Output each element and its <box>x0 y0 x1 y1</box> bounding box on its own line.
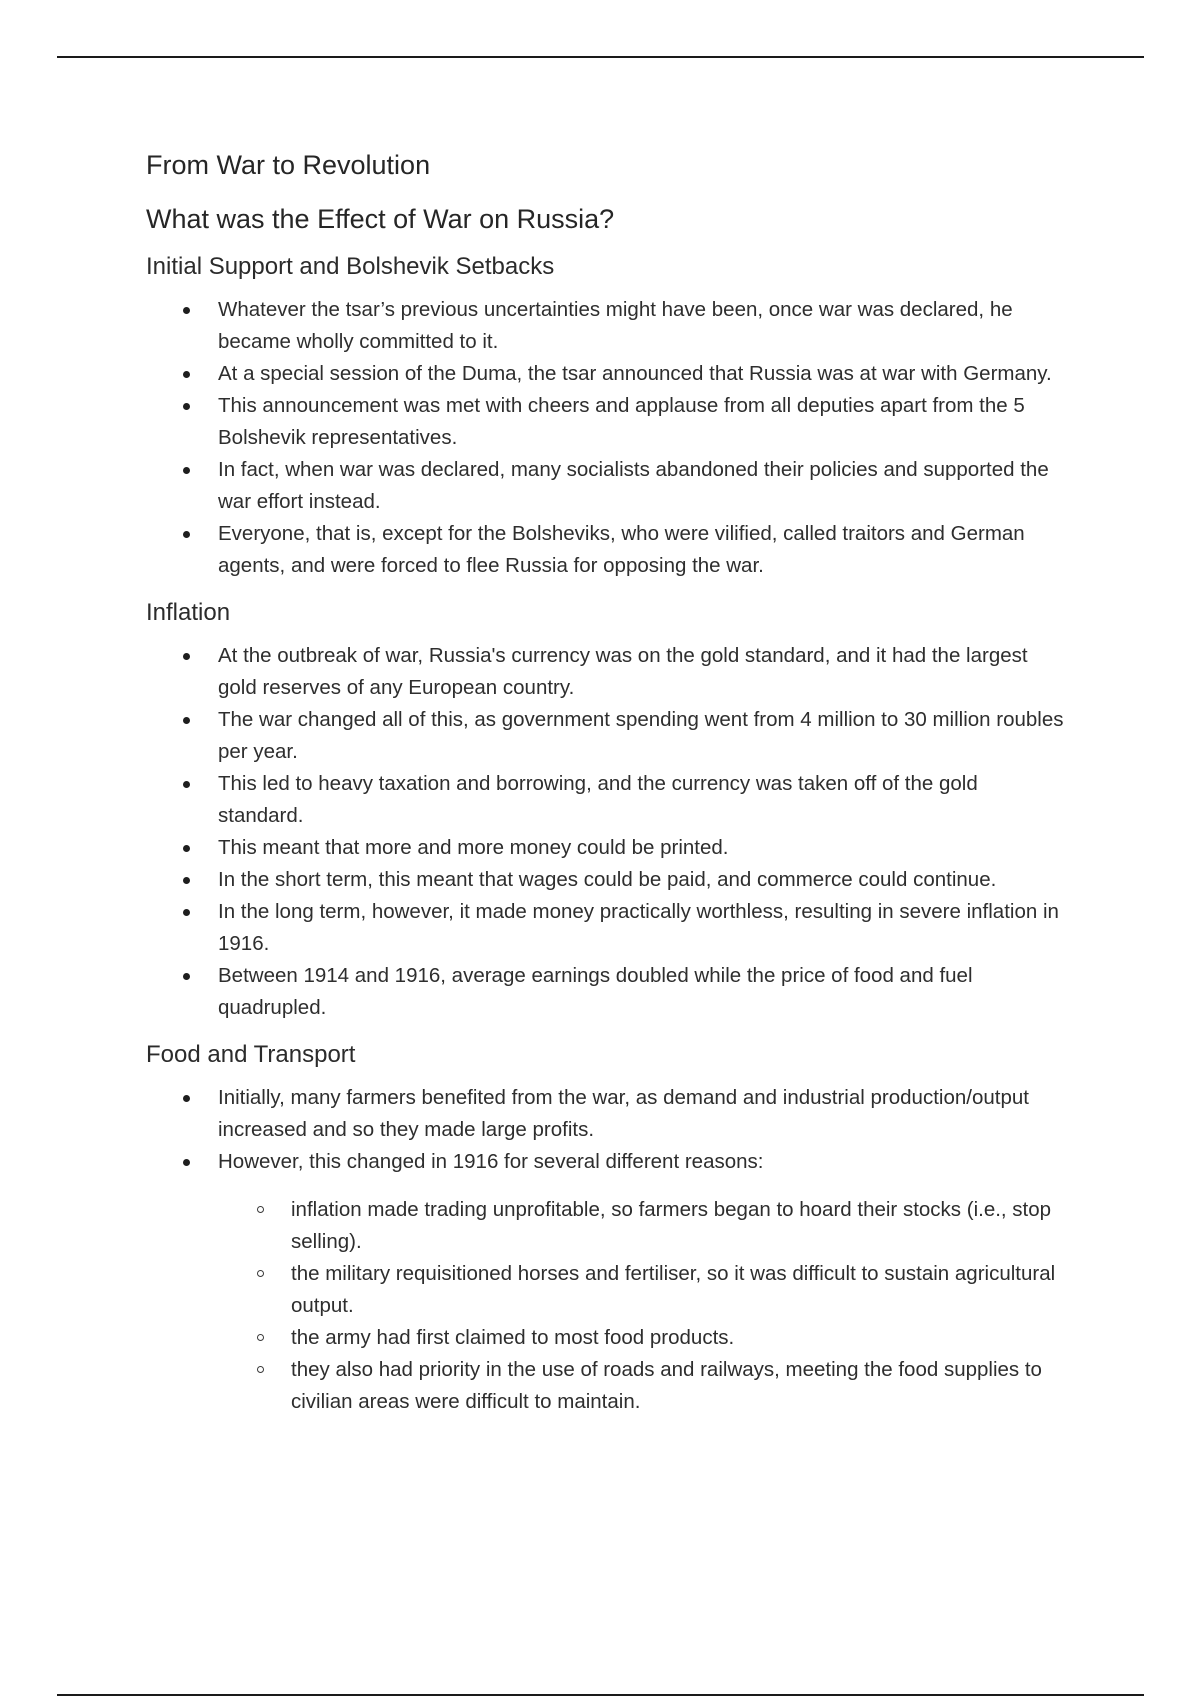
list-item-text: Everyone, that is, except for the Bolsheviks, who were vilified, called traitors and German agents, and were forced to flee Russia for opposing the war. <box>218 522 1025 577</box>
list-item-text: Whatever the tsar’s previous uncertainties might have been, once war was declared, he became wholly committed to it. <box>218 298 1013 353</box>
list-item <box>146 704 1066 768</box>
list-item <box>146 640 1066 704</box>
list-item-text: At a special session of the Duma, the tsar announced that Russia was at war with Germany. <box>218 362 1052 385</box>
bullet-icon <box>183 653 190 660</box>
circle-bullet-icon <box>257 1334 264 1341</box>
list-item <box>146 358 1066 390</box>
list-item <box>146 518 1066 582</box>
list-item-text: However, this changed in 1916 for several different reasons: <box>218 1150 764 1173</box>
sub-list-item <box>146 1322 1066 1354</box>
document-body <box>146 148 1066 1418</box>
sub-list-item-text: the army had first claimed to most food products. <box>291 1326 735 1349</box>
bullet-icon <box>183 909 190 916</box>
bullet-icon <box>183 307 190 314</box>
sub-bullet-list-reasons <box>146 1194 1066 1418</box>
sub-list-item-text: inflation made trading unprofitable, so farmers began to hoard their stocks (i.e., stop selling). <box>291 1198 1052 1253</box>
sub-list-item-text: they also had priority in the use of roads and railways, meeting the food supplies to civilian areas were difficult to maintain. <box>291 1358 1042 1413</box>
list-item <box>146 832 1066 864</box>
list-item <box>146 454 1066 518</box>
sub-list-item-text: the military requisitioned horses and fertiliser, so it was difficult to sustain agricultural output. <box>291 1262 1056 1317</box>
list-item-text: The war changed all of this, as government spending went from 4 million to 30 million roubles per year. <box>218 708 1064 763</box>
list-item <box>146 294 1066 358</box>
sub-list-item <box>146 1194 1066 1258</box>
sub-list-item <box>146 1354 1066 1418</box>
circle-bullet-icon <box>257 1270 264 1277</box>
list-item <box>146 960 1066 1024</box>
bullet-icon <box>183 531 190 538</box>
list-item <box>146 864 1066 896</box>
list-item <box>146 896 1066 960</box>
section-heading-inflation: Inflation <box>146 599 231 626</box>
bullet-icon <box>183 973 190 980</box>
bullet-icon <box>183 371 190 378</box>
list-item-text: In fact, when war was declared, many socialists abandoned their policies and supported the war effort instead. <box>218 458 1049 513</box>
sub-list-item <box>146 1258 1066 1322</box>
list-item-text: This meant that more and more money could be printed. <box>218 836 729 859</box>
document-title: From War to Revolution <box>146 150 431 180</box>
list-item <box>146 1146 1066 1178</box>
section-heading-food-transport: Food and Transport <box>146 1041 356 1068</box>
list-item <box>146 768 1066 832</box>
bullet-icon <box>183 403 190 410</box>
footer-rule <box>57 1694 1144 1696</box>
section-heading-initial-support: Initial Support and Bolshevik Setbacks <box>146 253 555 280</box>
bullet-list-initial-support <box>146 294 1066 582</box>
bullet-icon <box>183 845 190 852</box>
document-subtitle: What was the Effect of War on Russia? <box>146 204 615 234</box>
bullet-icon <box>183 717 190 724</box>
bullet-icon <box>183 1159 190 1166</box>
list-item <box>146 1082 1066 1146</box>
list-item-text: This announcement was met with cheers and applause from all deputies apart from the 5 Bolshevik representatives. <box>218 394 1025 449</box>
list-item-text: This led to heavy taxation and borrowing, and the currency was taken off of the gold standard. <box>218 772 978 827</box>
circle-bullet-icon <box>257 1366 264 1373</box>
bullet-icon <box>183 781 190 788</box>
list-item-text: In the short term, this meant that wages could be paid, and commerce could continue. <box>218 868 997 891</box>
header-rule <box>57 56 1144 58</box>
bullet-icon <box>183 1095 190 1102</box>
list-item-text: Initially, many farmers benefited from the war, as demand and industrial production/output increased and so they made large profits. <box>218 1086 1029 1141</box>
bullet-list-inflation <box>146 640 1066 1024</box>
list-item <box>146 390 1066 454</box>
bullet-icon <box>183 877 190 884</box>
list-item-text: In the long term, however, it made money practically worthless, resulting in severe inflation in 1916. <box>218 900 1059 955</box>
list-item-text: At the outbreak of war, Russia's currency was on the gold standard, and it had the largest gold reserves of any European country. <box>218 644 1028 699</box>
list-item-text: Between 1914 and 1916, average earnings doubled while the price of food and fuel quadrupled. <box>218 964 973 1019</box>
bullet-icon <box>183 467 190 474</box>
circle-bullet-icon <box>257 1206 264 1213</box>
bullet-list-food-transport <box>146 1082 1066 1178</box>
